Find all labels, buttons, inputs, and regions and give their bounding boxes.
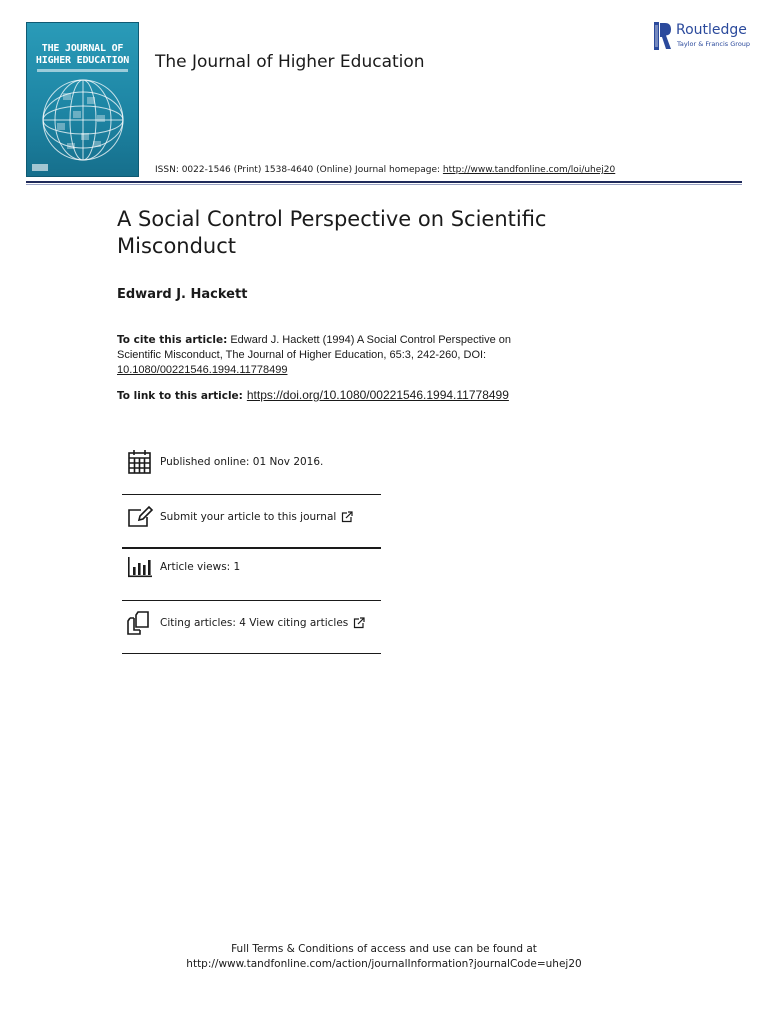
bar-chart-icon: [126, 554, 156, 580]
journal-cover: [26, 22, 139, 177]
citing-articles-link[interactable]: Citing articles: 4 View citing articles: [160, 617, 349, 629]
article-doi-link[interactable]: https://doi.org/10.1080/00221546.1994.11778499: [246, 388, 509, 402]
published-date-text: Published online: 01 Nov 2016.: [160, 456, 324, 468]
publisher-name: Routledge: [676, 22, 747, 38]
publisher-group: Taylor & Francis Group: [677, 40, 751, 48]
external-link-icon[interactable]: [353, 617, 365, 629]
routledge-logo-icon: [654, 22, 672, 50]
cover-publisher-logo: [32, 164, 48, 171]
cover-title-line1: THE JOURNAL OF: [41, 43, 124, 54]
article-title: A Social Control Perspective on Scientific Misconduct: [117, 207, 547, 258]
issn-text: ISSN: 0022-1546 (Print) 1538-4640 (Online) Journal homepage:: [155, 165, 443, 175]
citation-text: Edward J. Hackett (1994) A Social Control Perspective on Scientific Misconduct, The Journal of Higher Education, 65:3, 242-260, DOI:: [117, 334, 511, 361]
submit-article-link[interactable]: Submit your article to this journal: [160, 511, 337, 523]
globe-icon: [33, 75, 133, 165]
journal-title: The Journal of Higher Education: [155, 52, 425, 72]
issn-line: [155, 165, 615, 175]
documents-icon: [126, 610, 156, 636]
calendar-icon: [126, 449, 156, 475]
citation-block: [117, 333, 557, 378]
author-name: Edward J. Hackett: [117, 287, 248, 302]
submit-article-row[interactable]: [122, 491, 381, 543]
published-row: [122, 436, 381, 488]
link-label: To link to this article:: [117, 390, 243, 402]
divider: [122, 653, 381, 654]
cover-subtitle-bar: [37, 69, 128, 72]
footer-terms: [0, 942, 768, 972]
citation-doi-link[interactable]: 10.1080/00221546.1994.11778499: [117, 364, 288, 376]
article-link-line: [117, 388, 509, 402]
cover-title: [27, 43, 138, 67]
footer-line1: Full Terms & Conditions of access and use can be found at: [231, 943, 537, 955]
external-link-icon[interactable]: [341, 511, 353, 523]
header-rule: [26, 181, 742, 183]
journal-homepage-link[interactable]: http://www.tandfonline.com/loi/uhej20: [442, 165, 616, 175]
article-views-row: [122, 541, 381, 593]
header-rule-thin: [26, 184, 742, 185]
article-views-text: Article views: 1: [160, 561, 241, 573]
edit-icon: [126, 504, 156, 530]
citation-label: To cite this article:: [117, 334, 228, 346]
cover-title-line2: HIGHER EDUCATION: [35, 55, 130, 66]
footer-terms-link[interactable]: http://www.tandfonline.com/action/journalInformation?journalCode=uhej20: [186, 958, 582, 970]
citing-articles-row[interactable]: [122, 597, 381, 649]
